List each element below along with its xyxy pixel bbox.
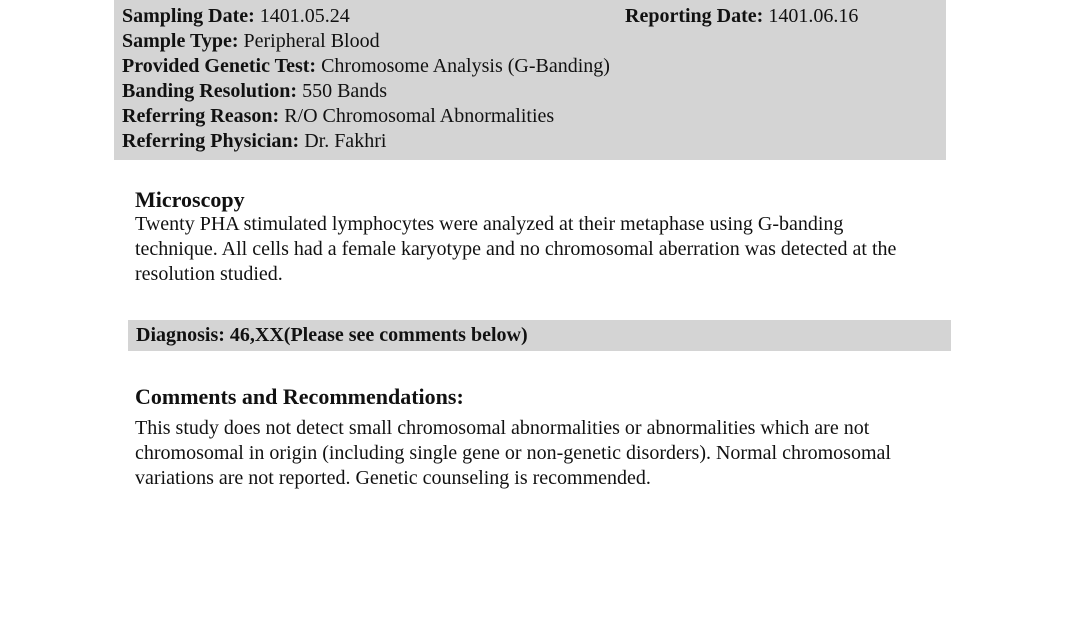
- referring-reason-value: R/O Chromosomal Abnormalities: [284, 105, 555, 127]
- reporting-date-label: Reporting Date:: [625, 5, 764, 27]
- sample-type-value: Peripheral Blood: [243, 30, 380, 52]
- reporting-date-row: [625, 4, 858, 28]
- referring-physician-row: [122, 129, 386, 153]
- reporting-date-value: 1401.06.16: [768, 5, 859, 27]
- genetic-test-value: Chromosome Analysis (G-Banding): [321, 55, 610, 77]
- sample-info-box: [114, 0, 946, 160]
- genetic-test-label: Provided Genetic Test:: [122, 55, 317, 77]
- referring-physician-label: Referring Physician:: [122, 130, 300, 152]
- referring-reason-row: [122, 104, 554, 128]
- comments-title: Comments and Recommendations:: [135, 384, 464, 409]
- banding-resolution-label: Banding Resolution:: [122, 80, 298, 102]
- sample-type-row: [122, 29, 380, 53]
- sampling-date-row: [122, 4, 350, 28]
- genetic-test-row: [122, 54, 610, 78]
- microscopy-text: Twenty PHA stimulated lymphocytes were analyzed at their metaphase using G-banding technique. All cells had a female karyotype and no chromosomal aberration was detected at the resolution studied.: [135, 213, 897, 285]
- diagnosis-bar: [128, 320, 951, 351]
- diagnosis-text: Diagnosis: 46,XX(Please see comments below): [136, 324, 528, 346]
- comments-text: This study does not detect small chromosomal abnormalities or abnormalities which are not chromosomal in origin (including single gene or non-genetic disorders). Normal chromosomal variations are not reported. Genetic counseling is recommended.: [135, 417, 891, 489]
- sample-type-label: Sample Type:: [122, 30, 239, 52]
- banding-resolution-value: 550 Bands: [302, 80, 388, 102]
- referring-reason-label: Referring Reason:: [122, 105, 280, 127]
- sampling-date-value: 1401.05.24: [259, 5, 350, 27]
- sampling-date-label: Sampling Date:: [122, 5, 255, 27]
- microscopy-title: Microscopy: [135, 187, 245, 212]
- banding-resolution-row: [122, 79, 387, 103]
- referring-physician-value: Dr. Fakhri: [304, 130, 387, 152]
